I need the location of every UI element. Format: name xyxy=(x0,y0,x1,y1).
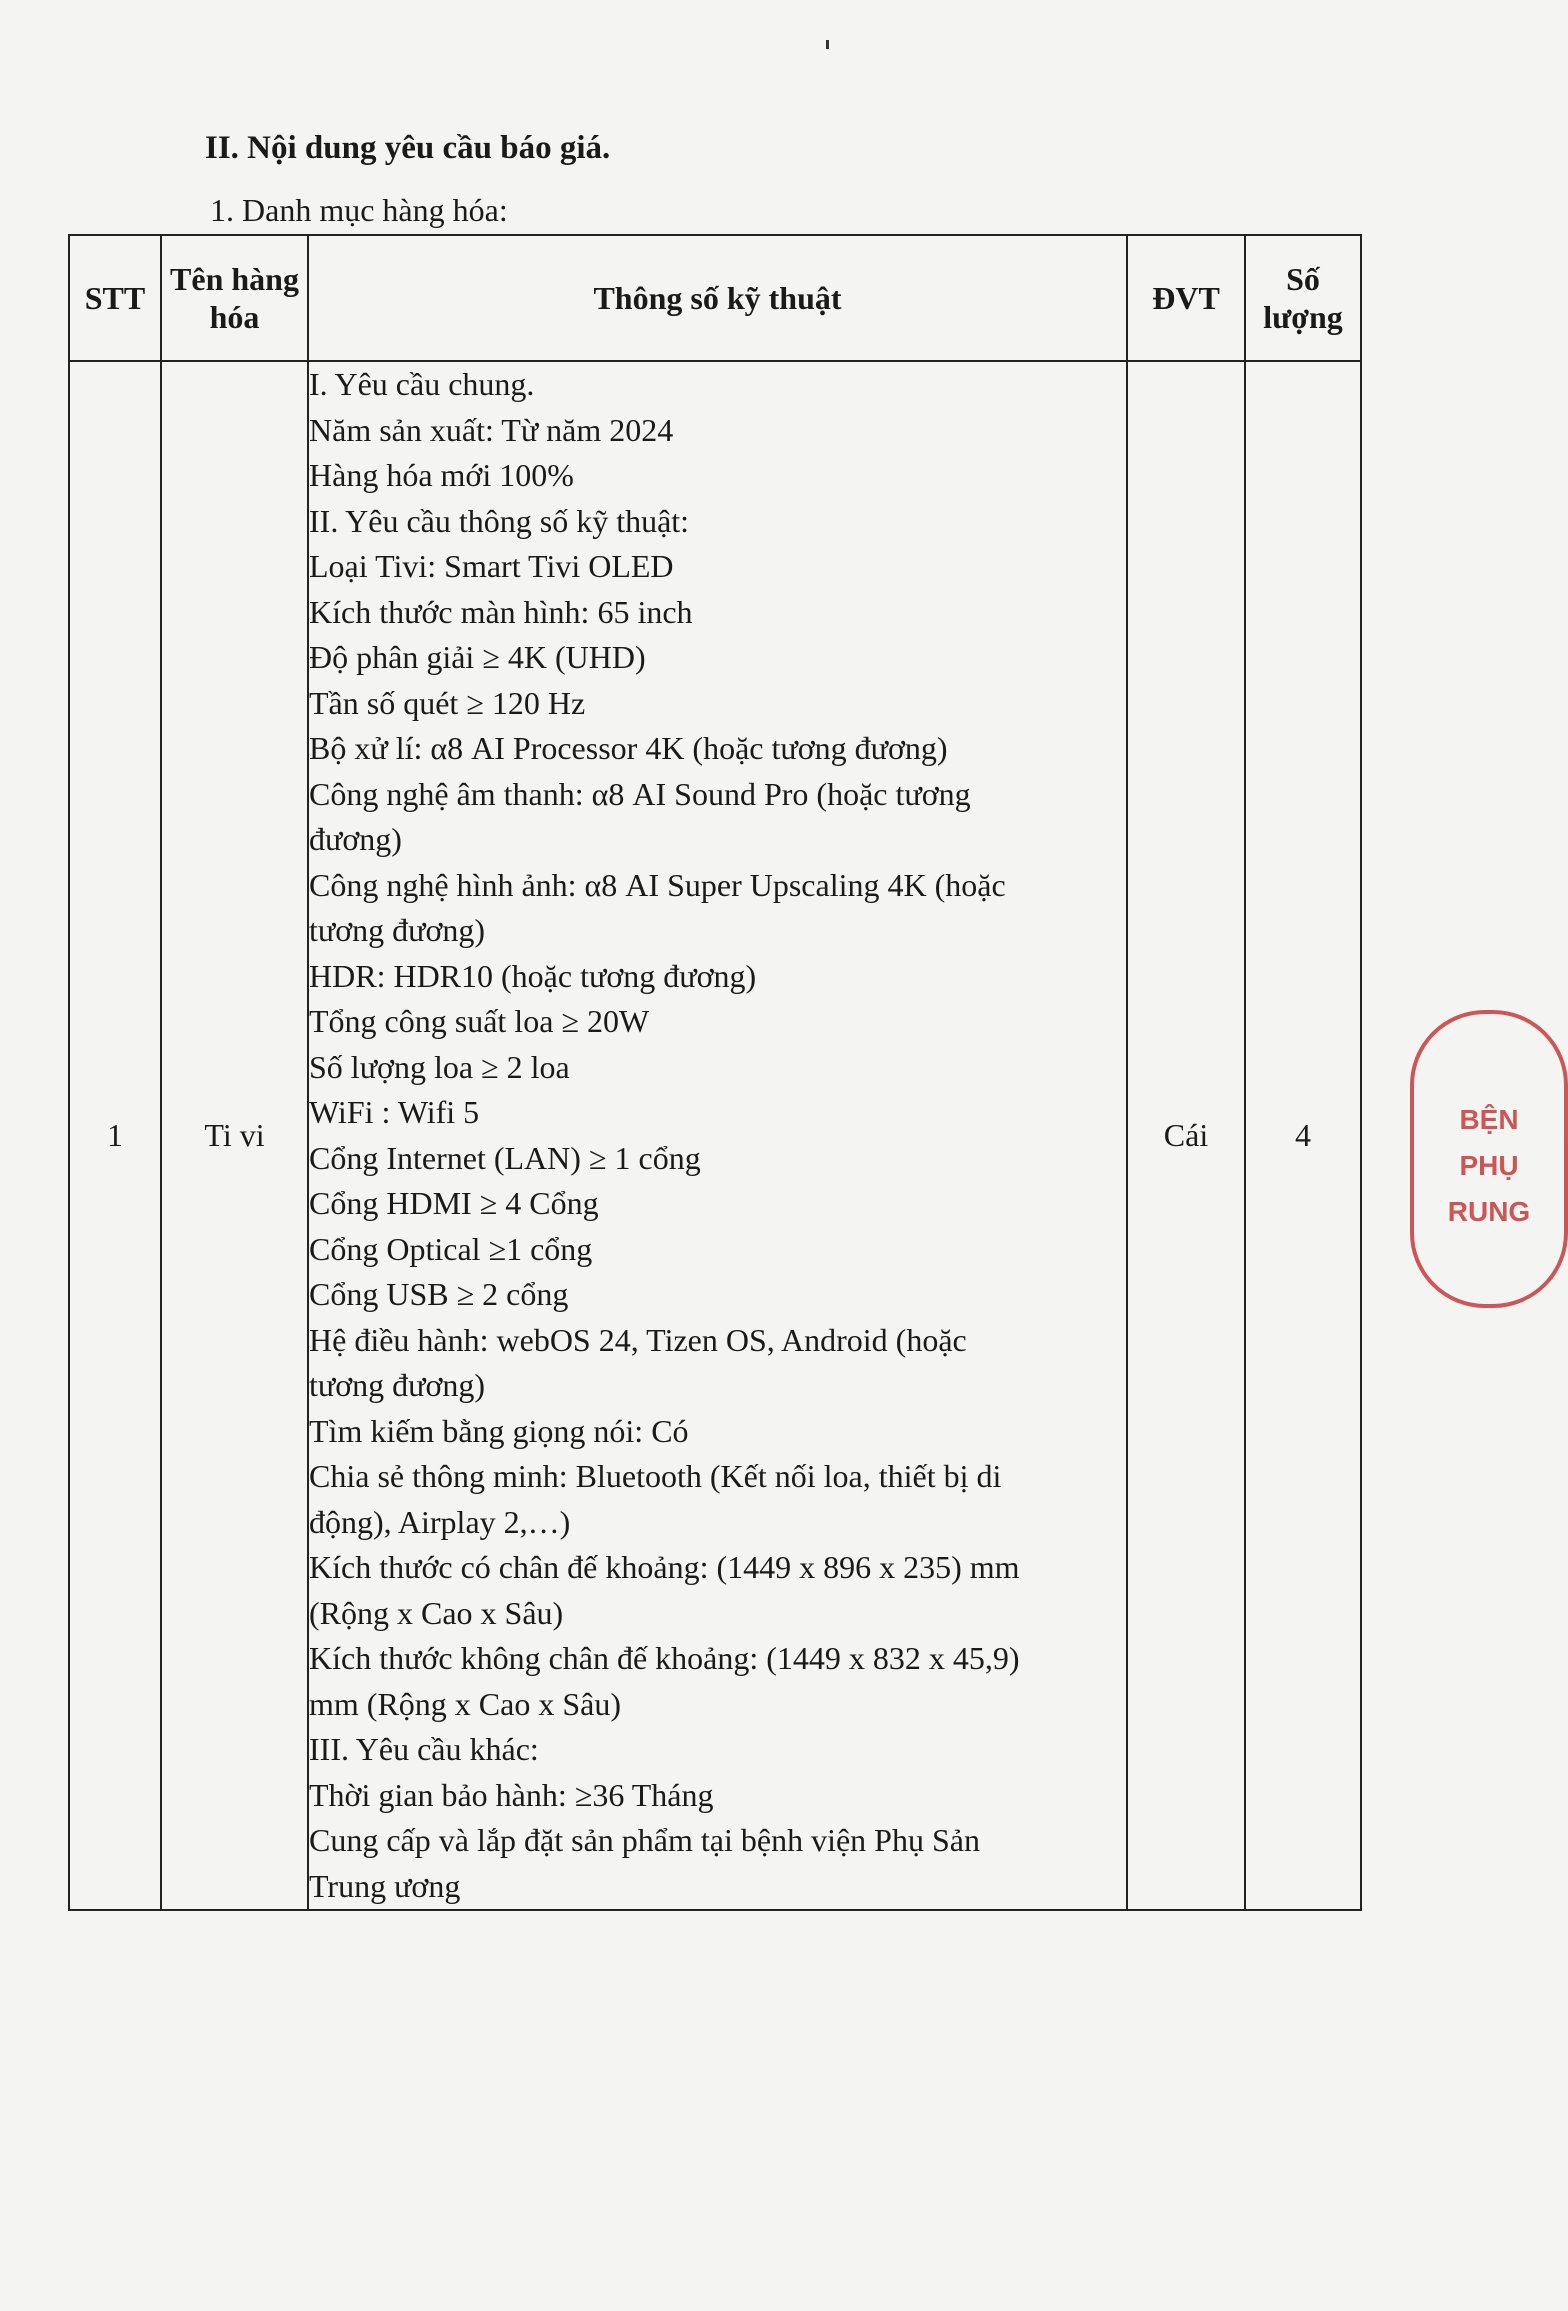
spec-line: (Rộng x Cao x Sâu) xyxy=(309,1594,564,1631)
spec-line: Công nghệ âm thanh: α8 AI Sound Pro (hoặc tương xyxy=(309,775,971,812)
spec-line: Thời gian bảo hành: ≥36 Tháng xyxy=(309,1776,714,1813)
table-header-row xyxy=(69,235,1361,361)
spec-line: Cổng USB ≥ 2 cổng xyxy=(309,1276,569,1312)
spec-line: tương đương) xyxy=(309,912,486,948)
goods-list-heading: 1. Danh mục hàng hóa: xyxy=(210,192,508,228)
stamp-line: RUNG xyxy=(1447,1196,1531,1227)
spec-line: II. Yêu cầu thông số kỹ thuật: xyxy=(309,502,690,539)
section-heading: II. Nội dung yêu cầu báo giá. xyxy=(205,130,611,166)
spec-list xyxy=(309,362,1126,1909)
spec-line: Độ phân giải ≥ 4K (UHD) xyxy=(309,639,646,675)
cell-name: Ti vi xyxy=(161,361,308,1910)
spec-line: Bộ xử lí: α8 AI Processor 4K (hoặc tương đương) xyxy=(309,730,948,766)
scan-mark xyxy=(826,40,829,49)
spec-line: Hệ điều hành: webOS 24, Tizen OS, Android (hoặc xyxy=(309,1321,967,1358)
header-specs: Thông số kỹ thuật xyxy=(308,235,1127,361)
spec-line: Trung ương xyxy=(309,1867,461,1904)
header-stt: STT xyxy=(69,235,161,361)
table-row xyxy=(69,361,1361,1910)
goods-table xyxy=(68,234,1362,1911)
cell-specs xyxy=(308,361,1127,1910)
spec-line: Năm sản xuất: Từ năm 2024 xyxy=(309,411,674,448)
spec-line: Chia sẻ thông minh: Bluetooth (Kết nối loa, thiết bị di xyxy=(309,1458,1002,1494)
spec-line: Cung cấp và lắp đặt sản phẩm tại bệnh viện Phụ Sản xyxy=(309,1822,980,1858)
stamp-line: BỆN xyxy=(1459,1104,1519,1135)
spec-line: Công nghệ hình ảnh: α8 AI Super Upscaling 4K (hoặc xyxy=(309,866,1006,903)
header-name: Tên hàng hóa xyxy=(161,235,308,361)
header-qty: Số lượng xyxy=(1245,235,1361,361)
spec-line: III. Yêu cầu khác: xyxy=(309,1731,539,1767)
spec-line: động), Airplay 2,…) xyxy=(309,1503,571,1540)
spec-line: Tổng công suất loa ≥ 20W xyxy=(309,1003,650,1039)
spec-line: Cổng Internet (LAN) ≥ 1 cổng xyxy=(309,1139,701,1176)
spec-line: Hàng hóa mới 100% xyxy=(309,457,574,493)
spec-line: Số lượng loa ≥ 2 loa xyxy=(309,1048,570,1085)
spec-line: mm (Rộng x Cao x Sâu) xyxy=(309,1685,621,1722)
cell-unit: Cái xyxy=(1127,361,1245,1910)
spec-line: HDR: HDR10 (hoặc tương đương) xyxy=(309,957,757,994)
stamp-line: PHỤ xyxy=(1459,1150,1519,1181)
spec-line: Loại Tivi: Smart Tivi OLED xyxy=(309,548,674,584)
spec-line: Kích thước không chân đế khoảng: (1449 x 832 x 45,9) xyxy=(309,1640,1020,1676)
spec-line: Kích thước có chân đế khoảng: (1449 x 896 x 235) mm xyxy=(309,1549,1020,1585)
cell-stt: 1 xyxy=(69,361,161,1910)
spec-line: WiFi : Wifi 5 xyxy=(309,1094,480,1130)
header-unit: ĐVT xyxy=(1127,235,1245,361)
spec-line: Cổng HDMI ≥ 4 Cổng xyxy=(309,1185,599,1221)
spec-line: Tìm kiếm bằng giọng nói: Có xyxy=(309,1412,689,1449)
spec-line: Kích thước màn hình: 65 inch xyxy=(309,593,693,630)
spec-line: tương đương) xyxy=(309,1367,486,1403)
spec-line: Tần số quét ≥ 120 Hz xyxy=(309,684,586,721)
spec-line: đương) xyxy=(309,821,402,857)
spec-line: Cổng Optical ≥1 cổng xyxy=(309,1230,593,1267)
cell-qty: 4 xyxy=(1245,361,1361,1910)
spec-line: I. Yêu cầu chung. xyxy=(309,366,535,402)
red-seal-stamp xyxy=(1410,1010,1568,1308)
